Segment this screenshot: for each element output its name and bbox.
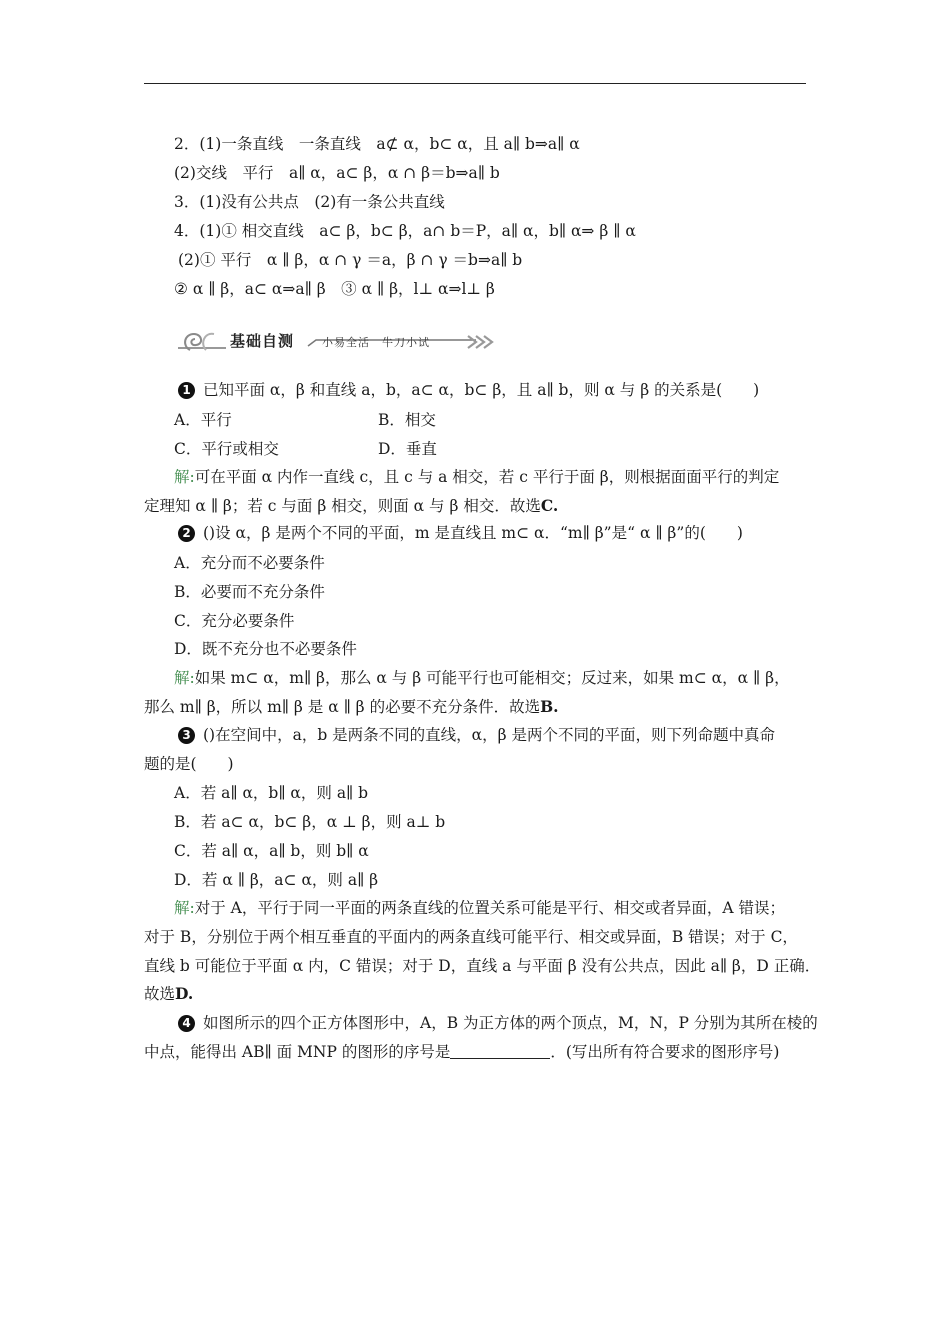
option-c: C．平行或相交 (174, 440, 279, 458)
option-c: C．若 a∥ α，a∥ b，则 b∥ α (174, 842, 369, 860)
answer-line-2: 2．(1)一条直线 一条直线 a⊄ α，b⊂ α，且 a∥ b⇒a∥ α (174, 135, 580, 153)
option-b: B．相交 (378, 411, 436, 429)
question-4-stem (178, 1013, 818, 1033)
question-text: 中点，能得出 AB∥ 面 MNP 的图形的序号是 (144, 1043, 451, 1061)
solution-line (174, 467, 779, 487)
option-a: A．充分而不必要条件 (174, 554, 325, 572)
question-1-stem (178, 380, 759, 400)
question-number-badge: 2 (178, 525, 195, 542)
solution-text: 那么 m∥ β，所以 m∥ β 是 α ∥ β 的必要不充分条件．故选 (144, 698, 541, 716)
section-header (176, 326, 506, 356)
solution-label: 解: (174, 468, 195, 486)
section-title: 基础自测 (230, 332, 295, 350)
solution-line: 对于 B，分别位于两个相互垂直的平面内的两条直线可能平行、相交或异面，B 错误；对于 C， (144, 928, 798, 946)
answer-choice: C. (540, 496, 559, 515)
answer-line-2-2: (2)交线 平行 a∥ α，a⊂ β，α ∩ β＝b⇒a∥ b (174, 164, 500, 182)
question-3-stem-cont: 题的是( ) (144, 755, 234, 773)
answer-line-4-3: ② α ∥ β，a⊂ α⇒a∥ β ③ α ∥ β，l⊥ α⇒l⊥ β (174, 280, 495, 298)
question-4-stem-cont (144, 1042, 779, 1062)
question-number-badge: 1 (178, 382, 195, 399)
option-d: D．垂直 (378, 440, 437, 458)
solution-label: 解: (174, 669, 195, 687)
question-text: ()设 α，β 是两个不同的平面，m 是直线且 m⊂ α．“m∥ β”是“ α ∥ β”的( ) (203, 524, 743, 542)
solution-label: 解: (174, 899, 195, 917)
solution-text: 定理知 α ∥ β；若 c 与面 β 相交，则面 α 与 β 相交．故选 (144, 497, 541, 515)
answer-choice: B. (540, 697, 559, 716)
option-d: D．若 α ∥ β，a⊂ α，则 a∥ β (174, 871, 379, 889)
solution-line (174, 668, 790, 688)
question-number-badge: 4 (178, 1015, 195, 1032)
question-text: ．(写出所有符合要求的图形序号) (550, 1043, 780, 1061)
answer-choice: D. (175, 984, 194, 1003)
option-a: A．若 a∥ α，b∥ α，则 a∥ b (174, 784, 369, 802)
option-c: C．充分必要条件 (174, 612, 295, 630)
solution-text: 对于 A，平行于同一平面的两条直线的位置关系可能是平行、相交或者异面，A 错误； (194, 899, 785, 917)
option-d: D．既不充分也不必要条件 (174, 640, 357, 658)
top-rule (144, 83, 806, 84)
solution-line (174, 898, 785, 918)
option-b: B．若 a⊂ α，b⊂ β，α ⊥ β，则 a⊥ b (174, 813, 446, 831)
question-text: ()在空间中，a，b 是两条不同的直线，α，β 是两个不同的平面，则下列命题中真命 (203, 726, 776, 744)
solution-line (144, 984, 193, 1004)
solution-line (144, 697, 559, 717)
question-number-badge: 3 (178, 727, 195, 744)
solution-text: 如果 m⊂ α，m∥ β，那么 α 与 β 可能平行也可能相交；反过来，如果 m⊂ α，α ∥ β， (194, 669, 790, 687)
solution-text: 故选 (144, 985, 176, 1003)
question-text: 如图所示的四个正方体图形中，A，B 为正方体的两个顶点，M，N，P 分别为其所在棱的 (203, 1014, 818, 1032)
answer-line-3: 3．(1)没有公共点 (2)有一条公共直线 (174, 193, 445, 211)
answer-line-4: 4．(1)① 相交直线 a⊂ β，b⊂ β，a∩ b＝P，a∥ α，b∥ α⇒ β ∥ α (174, 222, 636, 240)
option-b: B．必要而不充分条件 (174, 583, 325, 601)
solution-line (144, 496, 558, 516)
question-text: 已知平面 α，β 和直线 a，b，a⊂ α，b⊂ β，且 a∥ b，则 α 与 β 的关系是( ) (203, 381, 760, 399)
answer-line-4-2: (2)① 平行 α ∥ β，α ∩ γ ＝a，β ∩ γ ＝b⇒a∥ b (178, 251, 523, 269)
option-a: A．平行 (174, 411, 232, 429)
question-2-stem (178, 523, 743, 543)
answer-blank[interactable] (450, 1043, 550, 1059)
solution-text: 可在平面 α 内作一直线 c，且 c 与 a 相交，若 c 平行于面 β，则根据面面平行的判定 (194, 468, 780, 486)
question-3-stem (178, 725, 775, 745)
solution-line: 直线 b 可能位于平面 α 内，C 错误；对于 D，直线 a 与平面 β 没有公共点，因此 a∥ β，D 正确． (144, 957, 821, 975)
section-subtitle: 小易全活 牛刀小试 (322, 336, 430, 349)
